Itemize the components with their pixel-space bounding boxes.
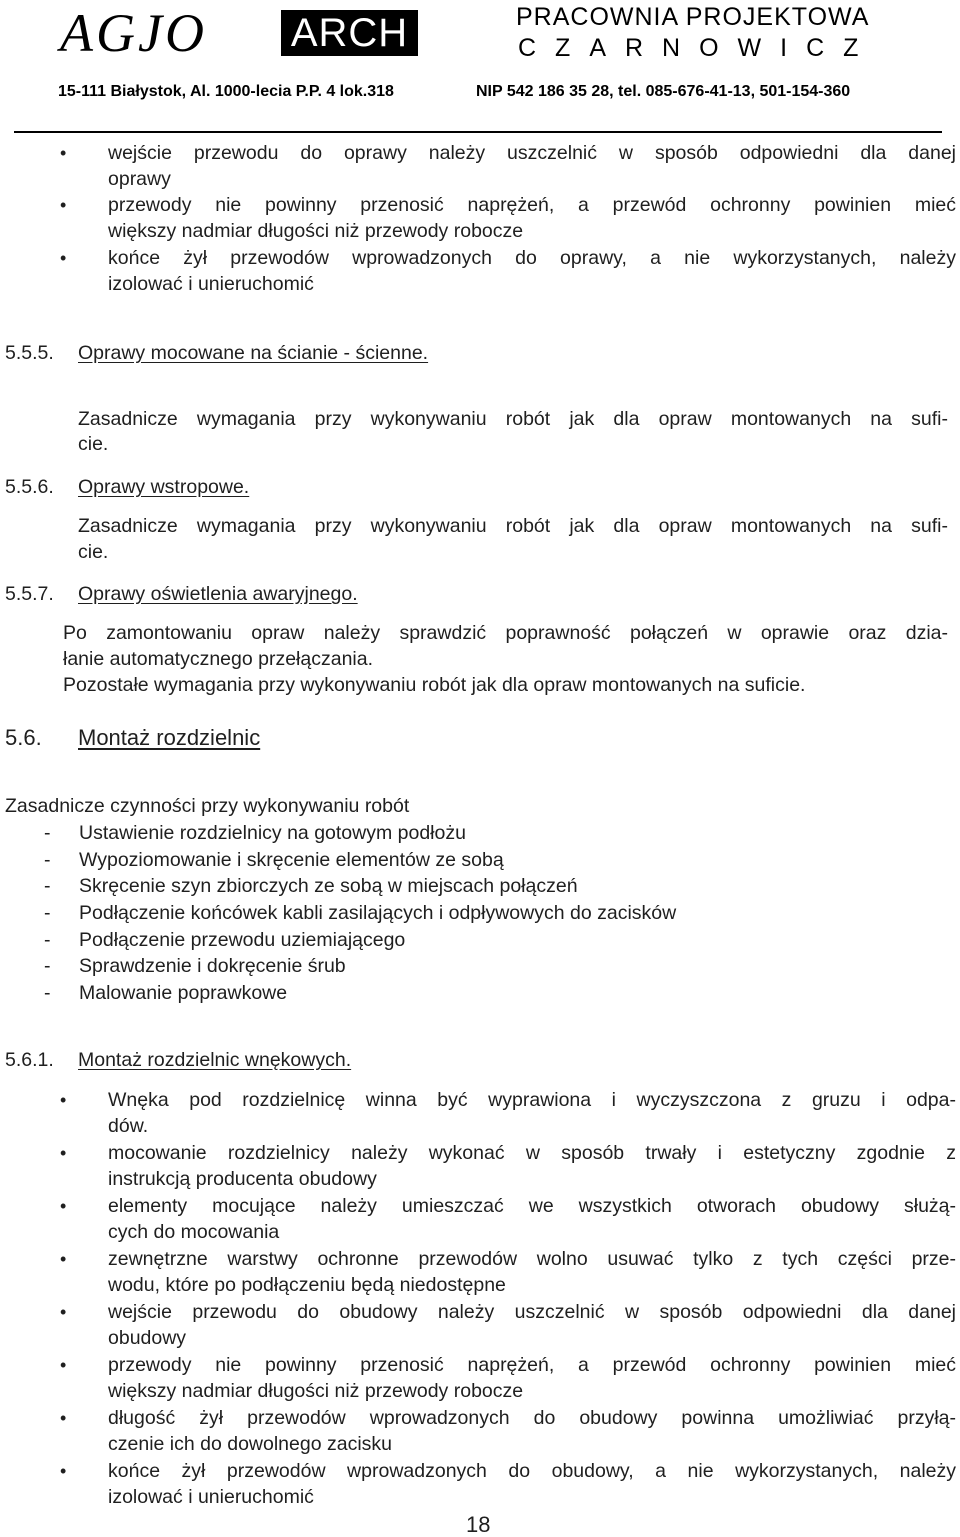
- bullet-icon: •: [60, 1196, 67, 1216]
- address-line: 15-111 Białystok, Al. 1000-lecia P.P. 4 lok.318: [58, 83, 394, 100]
- bullet-text-line: cych do mocowania: [108, 1221, 280, 1243]
- bullet-text-line: wejście przewodu do oprawy należy uszczelnić w sposób odpowiedni dla danej: [108, 142, 956, 164]
- bullet-text-line: izolować i unieruchomić: [108, 1486, 314, 1508]
- list-item: Ustawienie rozdzielnicy na gotowym podłożu: [79, 822, 466, 844]
- dash-marker: -: [44, 955, 51, 977]
- studio-name-line2: CZARNOWICZ: [518, 34, 878, 62]
- section-title: Montaż rozdzielnic: [78, 725, 261, 750]
- section-number: 5.5.5.: [5, 342, 54, 364]
- bullet-text-line: końce żył przewodów wprowadzonych do oprawy, a nie wykorzystanych, należy: [108, 247, 956, 269]
- section-text-line: Pozostałe wymagania przy wykonywaniu robót jak dla opraw montowanych na suficie.: [63, 674, 806, 696]
- list-item: Podłączenie końcówek kabli zasilających i odpływowych do zacisków: [79, 902, 677, 924]
- logo-agjo: AGJO: [60, 3, 207, 63]
- bullet-text-line: wodu, które po podłączeniu będą niedostępne: [108, 1274, 506, 1296]
- bullet-text-line: mocowanie rozdzielnicy należy wykonać w sposób trwały i estetyczny zgodnie z: [108, 1142, 956, 1164]
- bullet-icon: •: [60, 195, 67, 215]
- bullet-text-line: instrukcją producenta obudowy: [108, 1168, 377, 1190]
- bullet-text-line: większy nadmiar długości niż przewody robocze: [108, 220, 524, 242]
- bullet-icon: •: [60, 1143, 67, 1163]
- bullet-icon: •: [60, 1408, 67, 1428]
- bullet-text-line: oprawy: [108, 168, 171, 190]
- studio-name-line1: PRACOWNIA PROJEKTOWA: [516, 3, 870, 31]
- bullet-text-line: dów.: [108, 1115, 149, 1137]
- dash-marker: -: [44, 982, 51, 1004]
- bullet-text-line: zewnętrzne warstwy ochronne przewodów wolno usuwać tylko z tych części prze-: [108, 1248, 956, 1270]
- bullet-text-line: wejście przewodu do obudowy należy uszczelnić w sposób odpowiedni dla danej: [108, 1301, 956, 1323]
- section-text-line: cie.: [78, 433, 109, 455]
- section-number: 5.6.1.: [5, 1049, 54, 1071]
- bullet-icon: •: [60, 1249, 67, 1269]
- section-title: Oprawy mocowane na ścianie - ścienne.: [78, 342, 429, 364]
- section-text-line: Zasadnicze wymagania przy wykonywaniu robót jak dla opraw montowanych na sufi-: [78, 515, 948, 537]
- bullet-icon: •: [60, 248, 67, 268]
- bullet-text-line: elementy mocujące należy umieszczać we wszystkich otworach obudowy służą-: [108, 1195, 956, 1217]
- section-text-line: Zasadnicze wymagania przy wykonywaniu robót jak dla opraw montowanych na sufi-: [78, 408, 948, 430]
- bullet-icon: •: [60, 1302, 67, 1322]
- section-text-line: łanie automatycznego przełączania.: [63, 648, 374, 670]
- dash-marker: -: [44, 849, 51, 871]
- bullet-text-line: końce żył przewodów wprowadzonych do obudowy, a nie wykorzystanych, należy: [108, 1460, 956, 1482]
- bullet-text-line: Wnęka pod rozdzielnicę winna być wyprawiona i wyczyszczona z gruzu i odpa-: [108, 1089, 956, 1111]
- section-text-line: Po zamontowaniu opraw należy sprawdzić poprawność połączeń w oprawie oraz dzia-: [63, 622, 948, 644]
- dash-marker: -: [44, 902, 51, 924]
- bullet-icon: •: [60, 1355, 67, 1375]
- bullet-text-line: izolować i unieruchomić: [108, 273, 314, 295]
- list-item: Skręcenie szyn zbiorczych ze sobą w miejscach połączeń: [79, 875, 578, 897]
- list-item: Podłączenie przewodu uziemiającego: [79, 929, 406, 951]
- page-number: 18: [466, 1512, 491, 1537]
- bullet-icon: •: [60, 143, 67, 163]
- header-divider: [14, 131, 942, 133]
- section-number: 5.6.: [5, 725, 42, 750]
- logo-arch: ARCH: [281, 10, 418, 56]
- dash-marker: -: [44, 822, 51, 844]
- dash-marker: -: [44, 875, 51, 897]
- section-number: 5.5.6.: [5, 476, 54, 498]
- section-number: 5.5.7.: [5, 583, 54, 605]
- section-intro: Zasadnicze czynności przy wykonywaniu robót: [5, 795, 410, 817]
- section-title: Montaż rozdzielnic wnękowych.: [78, 1049, 352, 1071]
- bullet-text-line: większy nadmiar długości niż przewody robocze: [108, 1380, 524, 1402]
- section-title: Oprawy wstropowe.: [78, 476, 250, 498]
- bullet-text-line: długość żył przewodów wprowadzonych do obudowy powinna umożliwiać przyłą-: [108, 1407, 956, 1429]
- section-title: Oprawy oświetlenia awaryjnego.: [78, 583, 358, 605]
- contact-line: NIP 542 186 35 28, tel. 085-676-41-13, 501-154-360: [476, 83, 851, 100]
- dash-marker: -: [44, 929, 51, 951]
- bullet-text-line: przewody nie powinny przenosić naprężeń, a przewód ochronny powinien mieć: [108, 1354, 956, 1376]
- bullet-icon: •: [60, 1090, 67, 1110]
- list-item: Malowanie poprawkowe: [79, 982, 288, 1004]
- bullet-text-line: czenie ich do dowolnego zacisku: [108, 1433, 393, 1455]
- bullet-text-line: obudowy: [108, 1327, 187, 1349]
- section-text-line: cie.: [78, 541, 109, 563]
- bullet-text-line: przewody nie powinny przenosić naprężeń, a przewód ochronny powinien mieć: [108, 194, 956, 216]
- list-item: Wypoziomowanie i skręcenie elementów ze sobą: [79, 849, 504, 871]
- bullet-icon: •: [60, 1461, 67, 1481]
- list-item: Sprawdzenie i dokręcenie śrub: [79, 955, 346, 977]
